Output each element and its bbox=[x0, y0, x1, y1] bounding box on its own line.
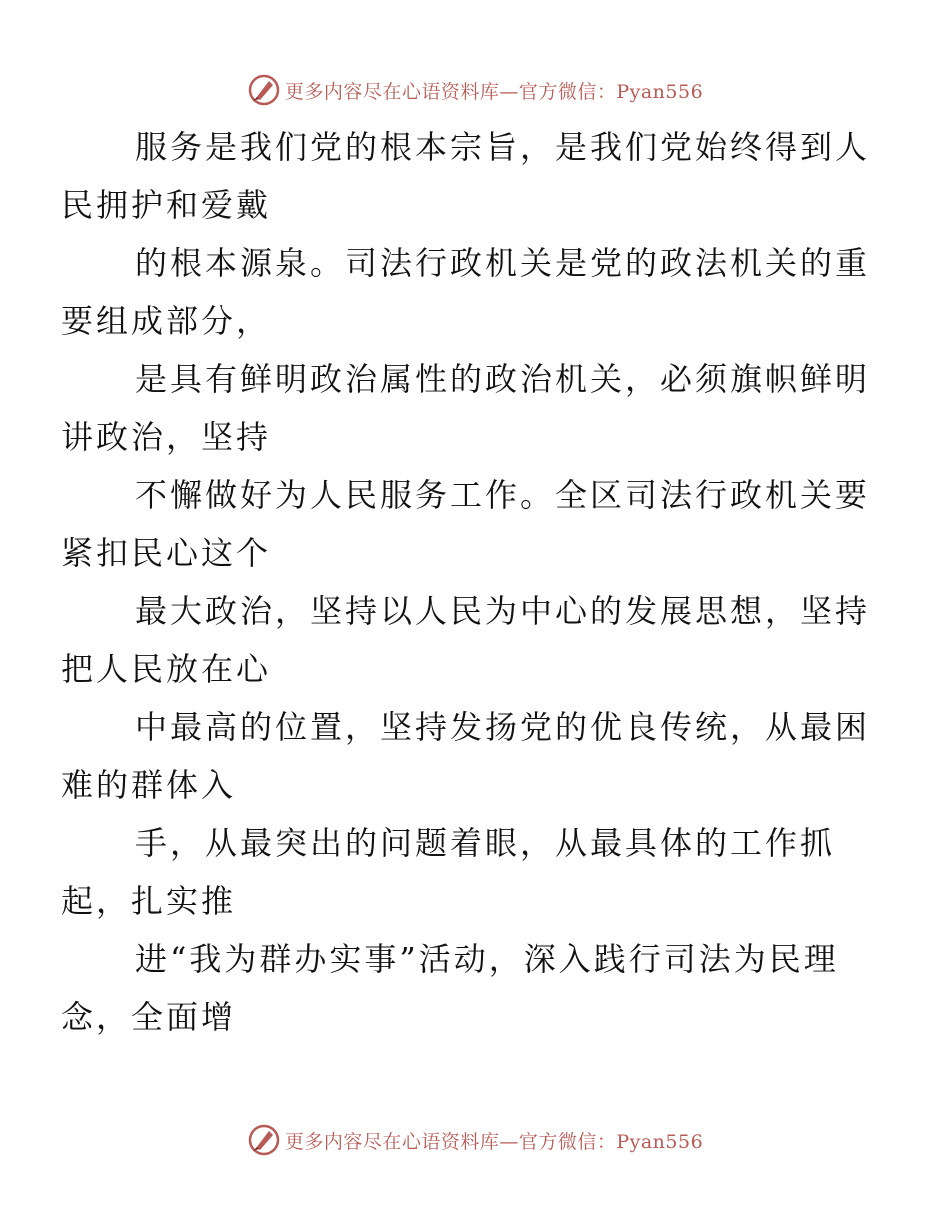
paragraph-line: 讲政治，坚持 bbox=[61, 418, 272, 456]
paragraph-line: 手，从最突出的问题着眼，从最具体的工作抓 bbox=[135, 824, 836, 862]
footer-banner bbox=[0, 1120, 950, 1160]
paragraph-8 bbox=[61, 930, 858, 1046]
paragraph-line: 难的群体入 bbox=[61, 766, 237, 804]
paragraph-line: 念，全面增 bbox=[61, 998, 237, 1036]
paragraph-line: 进“我为群办实事”活动，深入践行司法为民理 bbox=[135, 940, 839, 978]
paragraph-5 bbox=[61, 582, 871, 698]
paragraph-6 bbox=[61, 698, 871, 814]
footer-banner-text: 更多内容尽在心语资料库—官方微信：Pyan556 bbox=[284, 1130, 704, 1153]
paragraph-line: 把人民放在心 bbox=[61, 650, 272, 688]
header-banner-text: 更多内容尽在心语资料库—官方微信：Pyan556 bbox=[284, 80, 704, 103]
paragraph-1 bbox=[61, 118, 871, 234]
pen-nib-logo-icon bbox=[247, 73, 281, 107]
paragraph-3 bbox=[61, 350, 871, 466]
paragraph-line: 要组成部分， bbox=[61, 302, 272, 340]
paragraph-7 bbox=[61, 814, 858, 930]
pen-nib-logo-icon bbox=[247, 1123, 281, 1157]
paragraph-line: 起，扎实推 bbox=[61, 882, 237, 920]
paragraph-line: 的根本源泉。司法行政机关是党的政法机关的重 bbox=[135, 244, 871, 282]
header-banner bbox=[0, 70, 950, 110]
paragraph-2 bbox=[61, 234, 871, 350]
paragraph-4 bbox=[61, 466, 871, 582]
document-body bbox=[61, 118, 871, 1046]
paragraph-line: 不懈做好为人民服务工作。全区司法行政机关要 bbox=[135, 476, 871, 514]
paragraph-line: 是具有鲜明政治属性的政治机关，必须旗帜鲜明 bbox=[135, 360, 871, 398]
paragraph-line: 紧扣民心这个 bbox=[61, 534, 272, 572]
paragraph-line: 民拥护和爱戴 bbox=[61, 186, 272, 224]
paragraph-line: 最大政治，坚持以人民为中心的发展思想，坚持 bbox=[135, 592, 871, 630]
paragraph-line: 服务是我们党的根本宗旨，是我们党始终得到人 bbox=[135, 128, 871, 166]
paragraph-line: 中最高的位置，坚持发扬党的优良传统，从最困 bbox=[135, 708, 871, 746]
